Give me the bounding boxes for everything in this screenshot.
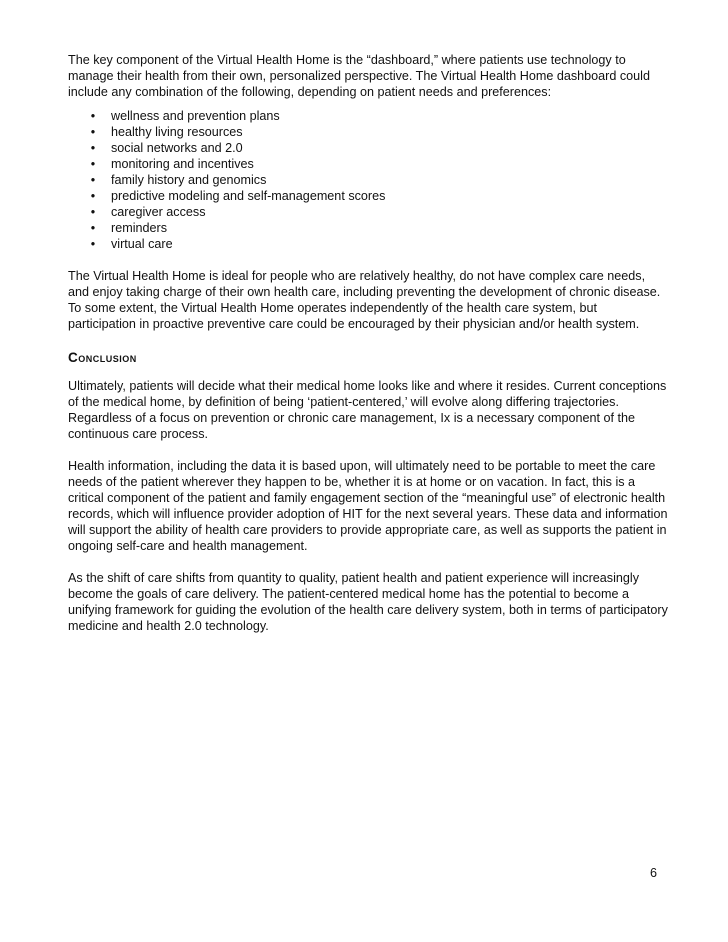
conclusion-paragraph-1: Ultimately, patients will decide what their medical home looks like and where it resides. Current conceptions of the medical home, by definition of being ‘patient-centered,’ will evolve along differing trajectories. Regardless of a focus on prevention or chronic care management, Ix is a necessary component of the continuous care process. bbox=[68, 379, 667, 441]
list-item-text: caregiver access bbox=[111, 205, 206, 219]
list-item-text: family history and genomics bbox=[111, 173, 267, 187]
list-item bbox=[68, 156, 668, 172]
bullet-icon: • bbox=[90, 189, 96, 203]
list-item-text: reminders bbox=[111, 221, 167, 235]
intro-paragraph: The key component of the Virtual Health Home is the “dashboard,” where patients use technology to manage their health from their own, personalized perspective. The Virtual Health Home dashboard could include any combination of the following, depending on patient needs and preferences: bbox=[68, 53, 650, 99]
list-item bbox=[68, 188, 668, 204]
list-item-text: social networks and 2.0 bbox=[111, 141, 243, 155]
bullet-icon: • bbox=[90, 205, 96, 219]
list-item-text: predictive modeling and self-management scores bbox=[111, 189, 386, 203]
ideal-paragraph: The Virtual Health Home is ideal for people who are relatively healthy, do not have complex care needs, and enjoy taking charge of their own health care, including preventing the development of chronic disease. To some extent, the Virtual Health Home operates independently of the health care system, but participation in proactive preventive care could be encouraged by their physician and/or health system. bbox=[68, 269, 661, 331]
bullet-icon: • bbox=[90, 237, 96, 251]
conclusion-paragraph-2: Health information, including the data it is based upon, will ultimately need to be portable to meet the care needs of the patient wherever they happen to be, whether it is at home or on vacation. In fact, this is a critical component of the patient and family engagement section of the “meaningful use” of electronic health records, which will influence provider adoption of HIT for the next several years. These data and information will support the ability of health care providers to provide appropriate care, as well as supports the patient in ongoing self-care and health management. bbox=[68, 459, 668, 553]
list-item-text: healthy living resources bbox=[111, 125, 243, 139]
list-item bbox=[68, 124, 668, 140]
bullet-icon: • bbox=[90, 109, 96, 123]
list-item bbox=[68, 220, 668, 236]
section-heading: Conclusion bbox=[68, 350, 137, 365]
list-item-text: virtual care bbox=[111, 237, 173, 251]
list-item bbox=[68, 204, 668, 220]
conclusion-paragraph-3: As the shift of care shifts from quantity to quality, patient health and patient experience will increasingly become the goals of care delivery. The patient-centered medical home has the potential to become a unifying framework for guiding the evolution of the health care delivery system, both in terms of participatory medicine and health 2.0 technology. bbox=[68, 571, 668, 633]
bullet-icon: • bbox=[90, 173, 96, 187]
list-item bbox=[68, 140, 668, 156]
document-page bbox=[68, 52, 668, 650]
list-item bbox=[68, 236, 668, 252]
list-item bbox=[68, 108, 668, 124]
bullet-icon: • bbox=[90, 157, 96, 171]
bullet-icon: • bbox=[90, 125, 96, 139]
list-item bbox=[68, 172, 668, 188]
list-item-text: wellness and prevention plans bbox=[111, 109, 280, 123]
bullet-icon: • bbox=[90, 141, 96, 155]
dashboard-features-list bbox=[68, 108, 668, 252]
page-number: 6 bbox=[650, 866, 658, 880]
bullet-icon: • bbox=[90, 221, 96, 235]
list-item-text: monitoring and incentives bbox=[111, 157, 254, 171]
